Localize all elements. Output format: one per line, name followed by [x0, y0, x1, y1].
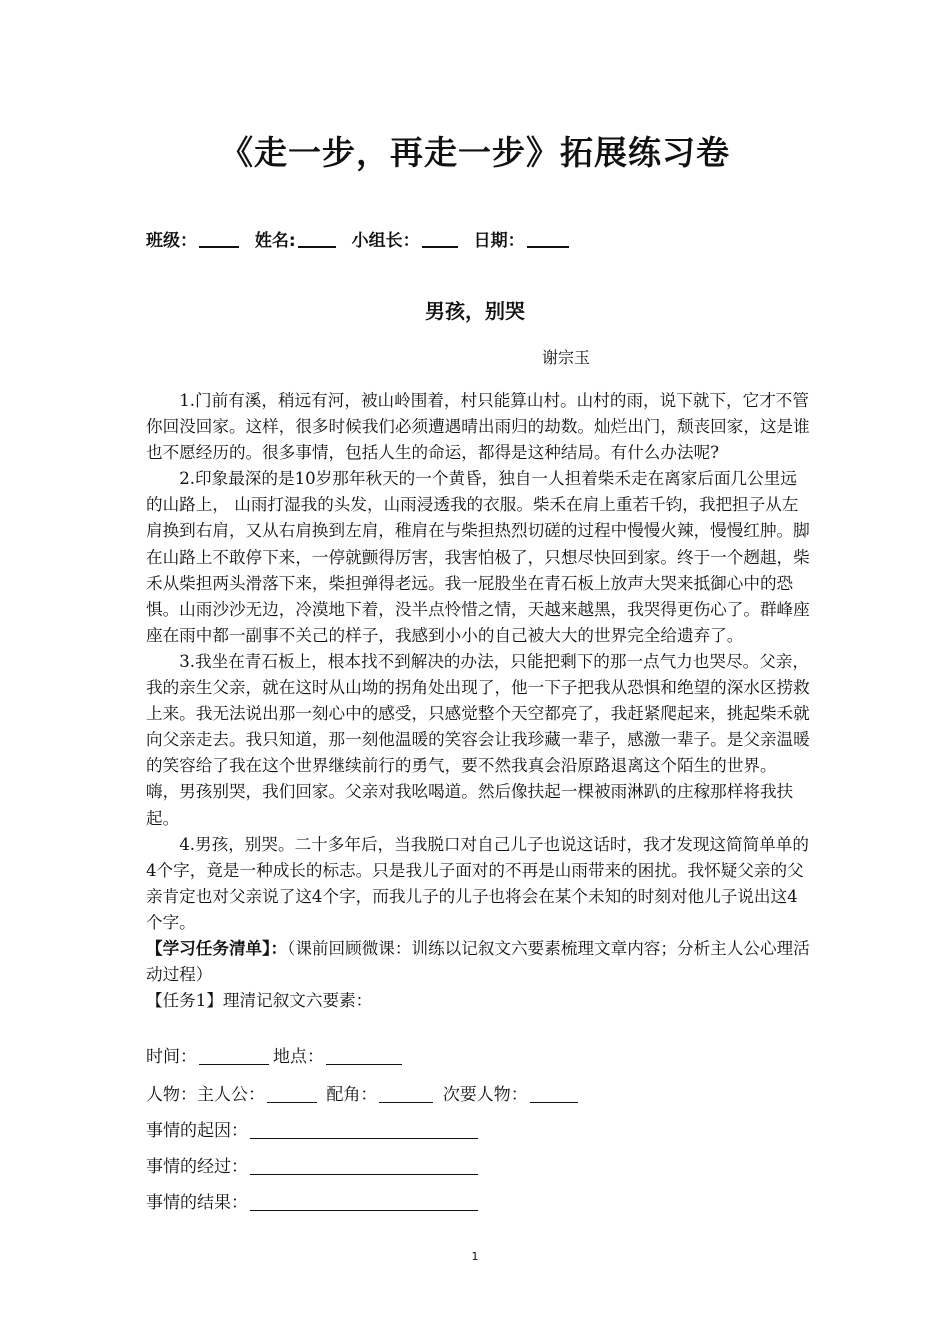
essay-author: 谢宗玉 [542, 348, 591, 367]
cause-row [146, 1116, 482, 1141]
task-list-desc: （课前回顾微课：训练以记叙文六要素梳理文章内容；分析主人公心理活动过程） [146, 938, 810, 985]
page-number: 1 [471, 1250, 479, 1263]
task-list-label: 【学习任务清单】： [146, 938, 288, 958]
leader-label: 小组长： [351, 231, 420, 251]
process-row [146, 1152, 482, 1177]
process-label: 事情的经过： [146, 1157, 248, 1177]
paragraph-2: 2.印象最深的是10岁那年秋天的一个黄昏，独自一人担着柴禾走在离家后面几公里远的山路上， 山雨打湿我的头发，山雨浸透我的衣服。柴禾在肩上重若千钧，我把担子从左肩换到右肩，又从右肩换到左肩，稚肩在与柴担热烈切磋的过程中慢慢火辣，慢慢红肿。脚在山路上不敢停下来，一停就颤得厉害，我害怕极了，只想尽快回到家。终于一个趔趄，柴禾从柴担两头滑落下来，柴担弹得老远。我一屁股坐在青石板上放声大哭来抵御心中的恐惧。山雨沙沙无边，冷漠地下着，没半点怜惜之情，天越来越黑，我哭得更伤心了。群峰座座在雨中都一副事不关己的样子，我感到小小的自己被大大的世界完全给遗弃了。 [146, 469, 810, 645]
paragraph-4: 4.男孩，别哭。二十多年后，当我脱口对自己儿子也说这话时，我才发现这简简单单的4个字，竟是一种成长的标志。只是我儿子面对的不再是山雨带来的困扰。我怀疑父亲的父亲肯定也对父亲说了这4个字，而我儿子的儿子也将会在某个未知的时刻对他儿子说出这4个字。 [146, 834, 809, 932]
student-info-row [146, 226, 579, 251]
cause-blank[interactable] [250, 1120, 478, 1139]
date-label: 日期： [473, 231, 525, 251]
paragraph-3: 3.我坐在青石板上，根本找不到解决的办法，只能把剩下的那一点气力也哭尽。父亲，我的亲生父亲，就在这时从山坳的拐角处出现了，他一下子把我从恐惧和绝望的深水区捞救上来。我无法说出那一刻心中的感受，只感觉整个天空都亮了，我赶紧爬起来，挑起柴禾就向父亲走去。我只知道，那一刻他温暖的笑容会让我珍藏一辈子，感激一辈子。是父亲温暖的笑容给了我在这个世界继续前行的勇气，要不然我真会沿原路退离这个陌生的世界。 嗨，男孩别哭，我们回家。父亲对我吆喝道。然后像扶起一棵被雨淋趴的庄稼那样将我扶起。 [146, 651, 810, 828]
paragraph-1: 1.门前有溪，稍远有河，被山岭围着，村只能算山村。山村的雨，说下就下，它才不管你回没回家。这样，很多时候我们必须遭遇晴出雨归的劫数。灿烂出门，颓丧回家，这是谁也不愿经历的。很多事情，包括人生的命运，都得是这种结局。有什么办法呢? [146, 391, 810, 463]
supporting-blank[interactable] [379, 1084, 433, 1103]
task-1-heading: 【任务1】理清记叙文六要素： [146, 991, 373, 1011]
time-place-row [146, 1042, 406, 1067]
supporting-label: 配角： [326, 1085, 378, 1105]
date-blank[interactable] [527, 230, 569, 248]
task-list [146, 936, 810, 988]
time-blank[interactable] [199, 1046, 269, 1065]
minor-blank[interactable] [530, 1084, 578, 1103]
essay-title: 男孩，别哭 [425, 299, 525, 323]
essay-body [146, 388, 810, 1014]
protagonist-blank[interactable] [267, 1084, 317, 1103]
minor-label: 次要人物： [442, 1085, 528, 1105]
protagonist-label: 人物：主人公： [146, 1085, 265, 1105]
name-blank[interactable] [298, 230, 336, 248]
name-label: 姓名: [254, 231, 296, 251]
result-blank[interactable] [250, 1192, 478, 1211]
page-title: 《走一步，再走一步》拓展练习卷 [220, 133, 730, 172]
class-blank[interactable] [199, 230, 239, 248]
result-label: 事情的结果： [146, 1193, 248, 1213]
result-row [146, 1188, 482, 1213]
characters-row [146, 1080, 582, 1105]
time-label: 时间： [146, 1047, 197, 1067]
place-blank[interactable] [326, 1046, 402, 1065]
leader-blank[interactable] [422, 230, 458, 248]
place-label: 地点： [273, 1047, 324, 1067]
process-blank[interactable] [250, 1156, 478, 1175]
class-label: 班级： [146, 231, 197, 251]
cause-label: 事情的起因： [146, 1121, 248, 1141]
